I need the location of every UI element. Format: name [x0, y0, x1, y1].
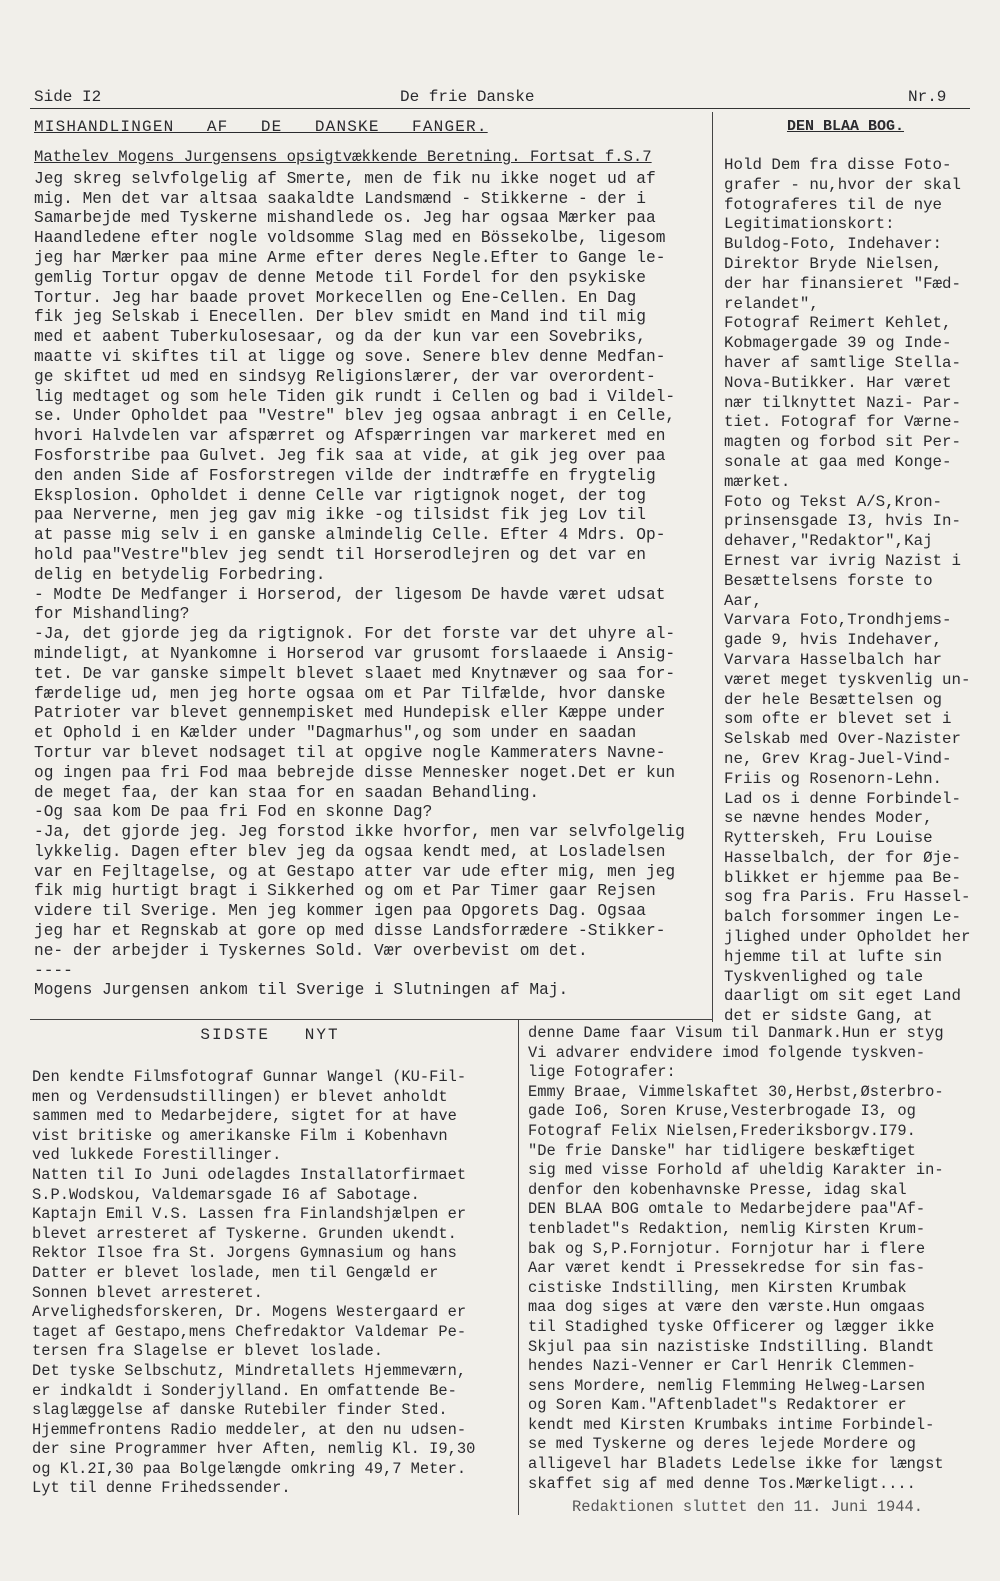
- blaa-bog-line: hjemme til at lufte sin: [724, 947, 943, 966]
- article-line: Eksplosion. Opholdet i denne Celle var rigtignok noget, der tog: [34, 486, 646, 505]
- news-line: Natten til Io Juni odelagdes Installatorfirmaet: [32, 1165, 467, 1184]
- sidste-nyt-body: [32, 1068, 516, 1499]
- news-line: blevet arresteret af Tyskerne. Grunden ukendt.: [32, 1224, 457, 1243]
- blaa-bog-line: Tyskvenlighed og tale: [724, 967, 924, 986]
- article-line: gemlig Tortur opgav de denne Metode til Fordel for den psykiske: [34, 268, 646, 287]
- blaa-bog-line: det er sidste Gang, at: [724, 1007, 933, 1026]
- continued-line: alligevel har Bladets Ledelse ikke for længst: [528, 1455, 944, 1474]
- column-divider-top: [712, 112, 713, 1022]
- header-rule: [30, 108, 970, 109]
- blaa-bog-line: Besættelsens forste to: [724, 571, 933, 590]
- news-line: Det tyske Selbschutz, Mindretallets Hjemmeværn,: [32, 1361, 467, 1380]
- section-divider: [30, 1019, 712, 1020]
- article-line: delig en betydelig Forbedring.: [34, 565, 326, 584]
- blaa-bog-line: Nova-Butikker. Har været: [724, 373, 952, 392]
- continued-line: DEN BLAA BOG omtale to Medarbejdere paa"Af-: [528, 1200, 926, 1219]
- article-line: mig. Men det var altsaa saakaldte Landsmænd - Stikkerne - der i: [34, 189, 646, 208]
- continued-line: til Stadighed tyske Officerer og lægger ikke: [528, 1317, 935, 1336]
- news-line: taget af Gestapo,mens Chefredaktor Valdemar Pe-: [32, 1322, 467, 1341]
- issue-number: Nr.9: [908, 88, 947, 106]
- blaa-bog-line: se nævne hendes Moder,: [724, 809, 933, 828]
- continued-line: denfor den kobenhavnske Presse, idag skal: [528, 1180, 907, 1199]
- blaa-bog-line: grafer - nu,hvor der skal: [724, 175, 961, 194]
- continued-line: "De frie Danske" har tidligere beskæftiget: [528, 1141, 916, 1160]
- article-line: Jeg skreg selvfolgelig af Smerte, men de fik nu ikke noget ud af: [34, 169, 656, 188]
- article-line: Haandledene efter nogle voldsomme Slag med en Bössekolbe, ligesom: [34, 229, 666, 248]
- blaa-bog-line: mærket.: [724, 472, 791, 491]
- blaa-bog-line: gade 9, hvis Indehaver,: [724, 631, 943, 650]
- continued-line: maa dog siges at være den værste.Hun omgaas: [528, 1298, 926, 1317]
- continued-line: sens Mordere, nemlig Flemming Helweg-Larsen: [528, 1376, 926, 1395]
- newspaper-name: De frie Danske: [400, 88, 535, 106]
- article-line: den anden Side af Fosforstregen vilde der indtræffe en frygtelig: [34, 466, 656, 485]
- article-line: Patrioter var blevet gennempisket med Hundepisk eller Kæppe under: [34, 704, 666, 723]
- column-divider-bottom: [518, 1019, 519, 1515]
- article-line: var en Fejltagelse, og at Gestapo atter var ude efter mig, men jeg: [34, 862, 676, 881]
- blaa-bog-line: Legitimationskort:: [724, 215, 895, 234]
- article-separator: ----: [34, 961, 73, 980]
- blaa-bog-line: Hasselbalch, der for Øje-: [724, 848, 961, 867]
- article-footnote: Mogens Jurgensen ankom til Sverige i Slutningen af Maj.: [34, 981, 569, 1000]
- blaa-bog-line: nær tilknyttet Nazi- Par-: [724, 393, 961, 412]
- blaa-bog-title: DEN BLAA BOG.: [786, 118, 905, 135]
- news-line: vist britiske og amerikanske Film i Kobenhavn: [32, 1126, 448, 1145]
- news-line: Kaptajn Emil V.S. Lassen fra Finlandshjælpen er: [32, 1205, 467, 1224]
- continued-line: sig med visse Forhold af uheldig Karakter in-: [528, 1161, 944, 1180]
- news-line: Lyt til denne Frihedssender.: [32, 1479, 291, 1498]
- article-line: maatte vi skiftes til at ligge og sove. Senere blev denne Medfan-: [34, 347, 666, 366]
- article-line: for Mishandling?: [34, 605, 190, 624]
- blaa-bog-line: Kobmagergade 39 og Inde-: [724, 334, 952, 353]
- article-line: Tortur var blevet nodsaget til at opgive nogle Kammeraters Navne-: [34, 743, 666, 762]
- blaa-bog-line: balch forsommer ingen Le-: [724, 908, 961, 927]
- editorial-closing-note: Redaktionen sluttet den 11. Juni 1944.: [572, 1498, 923, 1517]
- blaa-bog-line: blikket er hjemme paa Be-: [724, 868, 961, 887]
- article-line: ne- der arbejder i Tyskernes Sold. Vær overbevist om det.: [34, 941, 588, 960]
- blaa-bog-line: Rytterskeh, Fru Louise: [724, 829, 933, 848]
- blaa-bog-line: Hold Dem fra disse Foto-: [724, 156, 952, 174]
- blaa-bog-line: tiet. Fotograf for Værne-: [724, 413, 961, 432]
- continued-line: tenbladet"s Redaktion, nemlig Kirsten Krum-: [528, 1219, 926, 1238]
- article-line: ge skiftet ud med en sindsyg Religionslærer, der var overordent-: [34, 367, 656, 386]
- blaa-bog-line: Buldog-Foto, Indehaver:: [724, 235, 943, 254]
- continued-line: Vi advarer endvidere imod folgende tyskven-: [528, 1043, 926, 1062]
- article-line: -Ja, det gjorde jeg da rigtignok. For det forste var det uhyre al-: [34, 625, 676, 644]
- article-line: jeg har Mærker paa mine Arme efter deres Negle.Efter to Gange le-: [34, 248, 666, 267]
- blaa-bog-line: ne, Grev Krag-Juel-Vind-: [724, 749, 952, 768]
- article-line: videre til Sverige. Men jeg kommer igen paa Opgorets Dag. Ogsaa: [34, 902, 646, 921]
- blaa-bog-line: Direktor Bryde Nielsen,: [724, 254, 943, 273]
- main-article: [34, 118, 709, 1001]
- article-line: jeg har et Regnskab at gore op med disse Landsforrædere -Stikker-: [34, 922, 666, 941]
- article-line: med et aabent Tuberkulosesaar, og da der kun var een Sovebriks,: [34, 328, 646, 347]
- continued-line: Fotograf Felix Nielsen,Frederiksborgv.I79.: [528, 1121, 916, 1140]
- continued-line: Aar været kendt i Pressekredse for sin fas-: [528, 1259, 926, 1278]
- article-line: de meget faa, der kan staa for en saadan Behandling.: [34, 783, 540, 802]
- blaa-bog-line: som ofte er blevet set i: [724, 710, 952, 729]
- news-line: Den kendte Filmsfotograf Gunnar Wangel (KU-Fil-: [32, 1068, 467, 1086]
- blaa-bog-body: [724, 156, 976, 1027]
- continued-line: kendt med Kirsten Krumbaks intime Forbindel-: [528, 1415, 935, 1434]
- blaa-bog-line: prinsensgade I3, hvis In-: [724, 512, 961, 531]
- blaa-bog-line: Varvara Foto,Trondhjems-: [724, 611, 952, 630]
- news-line: tersen fra Slagelse er blevet loslade.: [32, 1342, 383, 1361]
- article-line: se. Under Opholdet paa "Vestre" blev jeg ogsaa anbragt i en Celle,: [34, 407, 676, 426]
- continued-line: denne Dame faar Visum til Danmark.Hun er styg: [528, 1024, 944, 1042]
- news-line: og Kl.2I,30 paa Bolgelængde omkring 49,7 Meter.: [32, 1459, 467, 1478]
- blaa-bog-line: Aar,: [724, 591, 762, 610]
- sidste-nyt-title: SIDSTE NYT: [200, 1026, 340, 1044]
- blaa-bog-line: Lad os i denne Forbindel-: [724, 789, 961, 808]
- article-line: paa Nerverne, men jeg gav mig ikke -og tilsidst fik jeg Lov til: [34, 506, 646, 525]
- news-line: er indkaldt i Sonderjylland. En omfattende Be-: [32, 1381, 457, 1400]
- news-line: Datter er blevet loslade, men til Gengæld er: [32, 1263, 439, 1282]
- article-line: færdelige ud, men jeg horte ogsaa om et Par Tilfælde, hvor danske: [34, 684, 666, 703]
- blaa-bog-line: magten og forbod sit Per-: [724, 433, 961, 452]
- article-line: tet. De var ganske simpelt blevet slaaet med Knytnæver og saa for-: [34, 664, 676, 683]
- blaa-bog-line: Fotograf Reimert Kehlet,: [724, 314, 952, 333]
- article-body: [34, 170, 709, 1001]
- article-line: Fosforstribe paa Gulvet. Jeg fik saa at vide, at gik jeg over paa: [34, 446, 666, 465]
- article-line: Tortur. Jeg har baade provet Morkecellen og Ene-Cellen. En Dag: [34, 288, 637, 307]
- blaa-bog-line: Friis og Rosenorn-Lehn.: [724, 769, 943, 788]
- blaa-bog-line: sonale at gaa med Konge-: [724, 452, 952, 471]
- news-line: men og Verdensudstillingen) er blevet anholdt: [32, 1087, 448, 1106]
- news-line: S.P.Wodskou, Valdemarsgade I6 af Sabotage.: [32, 1185, 420, 1204]
- continued-line: hendes Nazi-Venner er Carl Henrik Clemmen-: [528, 1357, 916, 1376]
- article-line: et Ophold i en Kælder under "Dagmarhus",og som under en saadan: [34, 724, 637, 743]
- news-line: Hjemmefrontens Radio meddeler, at den nu udsen-: [32, 1420, 467, 1439]
- article-line: mindeligt, at Nyankomne i Horserod var grusomt forslaaede i Ansig-: [34, 644, 676, 663]
- continued-line: Emmy Braae, Vimmelskaftet 30,Herbst,Østerbro-: [528, 1082, 944, 1101]
- article-line: og ingen paa fri Fod maa bebrejde disse Mennesker noget.Det er kun: [34, 763, 676, 782]
- article-line: -Og saa kom De paa fri Fod en skonne Dag?: [34, 803, 433, 822]
- page-number: Side I2: [34, 88, 102, 106]
- blaa-bog-line: fotograferes til de nye: [724, 195, 943, 214]
- blaa-bog-line: været meget tyskvenlig un-: [724, 670, 971, 689]
- article-line: hvori Halvdelen var afspærret og Afspærringen var markeret med en: [34, 427, 666, 446]
- blaa-bog-line: Foto og Tekst A/S,Kron-: [724, 492, 943, 511]
- blaa-bog-line: Varvara Hasselbalch har: [724, 650, 943, 669]
- blaa-bog-line: haver af samtlige Stella-: [724, 353, 961, 372]
- article-line: - Modte De Medfanger i Horserod, der ligesom De havde været udsat: [34, 585, 666, 604]
- news-line: Arvelighedsforskeren, Dr. Mogens Westergaard er: [32, 1303, 467, 1322]
- news-line: Sonnen blevet arresteret.: [32, 1283, 263, 1302]
- blaa-bog-line: relandet",: [724, 294, 819, 313]
- blaa-bog-line: sog fra Paris. Fru Hassel-: [724, 888, 971, 907]
- continued-line: Skjul paa sin nazistiske Indstilling. Blandt: [528, 1337, 935, 1356]
- blaa-bog-line: Ernest var ivrig Nazist i: [724, 551, 961, 570]
- blaa-bog-line: dehaver,"Redaktor",Kaj: [724, 532, 933, 551]
- article-title: MISHANDLINGEN AF DE DANSKE FANGER.: [34, 118, 488, 136]
- continued-line: cistiske Indstilling, men Kirsten Krumbak: [528, 1278, 907, 1297]
- article-line: Samarbejde med Tyskerne mishandlede os. Jeg har ogsaa Mærker paa: [34, 209, 656, 228]
- continued-line: se med Tyskerne og deres lejede Mordere og: [528, 1435, 916, 1454]
- continued-line: lige Fotografer:: [528, 1063, 676, 1082]
- article-line: -Ja, det gjorde jeg. Jeg forstod ikke hvorfor, men var selvfolgelig: [34, 823, 685, 842]
- news-line: der sine Programmer hver Aften, nemlig Kl. I9,30: [32, 1440, 476, 1459]
- blaa-bog-line: der har finansieret "Fæd-: [724, 274, 961, 293]
- news-line: Rektor Ilsoe fra St. Jorgens Gymnasium og hans: [32, 1244, 457, 1263]
- article-line: fik mig hurtigt bragt i Sikkerhed og om et Par Timer gaar Rejsen: [34, 882, 656, 901]
- blaa-bog-line: jlighed under Opholdet her: [724, 928, 971, 947]
- continued-line: skaffet sig af med denne Tos.Mærkeligt....: [528, 1474, 916, 1493]
- blaa-bog-line: Selskab med Over-Nazister: [724, 730, 961, 749]
- article-subtitle: Mathelev Mogens Jurgensens opsigtvækkende Beretning. Fortsat f.S.7: [34, 148, 652, 166]
- blaa-bog-line: daarligt om sit eget Land: [724, 987, 961, 1006]
- blaa-bog-continued: [528, 1024, 978, 1518]
- continued-line: og Soren Kam."Aftenbladet"s Redaktorer er: [528, 1396, 907, 1415]
- article-line: lig medtaget og som hele Tiden gik rundt i Cellen og bad i Vildel-: [34, 387, 676, 406]
- blaa-bog-line: der hele Besættelsen og: [724, 690, 943, 709]
- article-line: fik jeg Selskab i Enecellen. Der blev smidt en Mand ind til mig: [34, 308, 646, 327]
- news-line: sammen med to Medarbejdere, sigtet for at have: [32, 1107, 457, 1126]
- news-line: slaglæggelse af danske Rutebiler finder Sted.: [32, 1401, 448, 1420]
- article-line: at passe mig selv i en ganske almindelig Celle. Efter 4 Mdrs. Op-: [34, 526, 666, 545]
- article-line: hold paa"Vestre"blev jeg sendt til Horserodlejren og det var en: [34, 545, 646, 564]
- continued-line: bak og S,P.Fornjotur. Fornjotur har i flere: [528, 1239, 926, 1258]
- continued-line: gade Io6, Soren Kruse,Vesterbrogade I3, og: [528, 1102, 916, 1121]
- article-line: lykkelig. Dagen efter blev jeg da ogsaa kendt med, at Losladelsen: [34, 842, 666, 861]
- news-line: ved lukkede Forestillinger.: [32, 1146, 282, 1165]
